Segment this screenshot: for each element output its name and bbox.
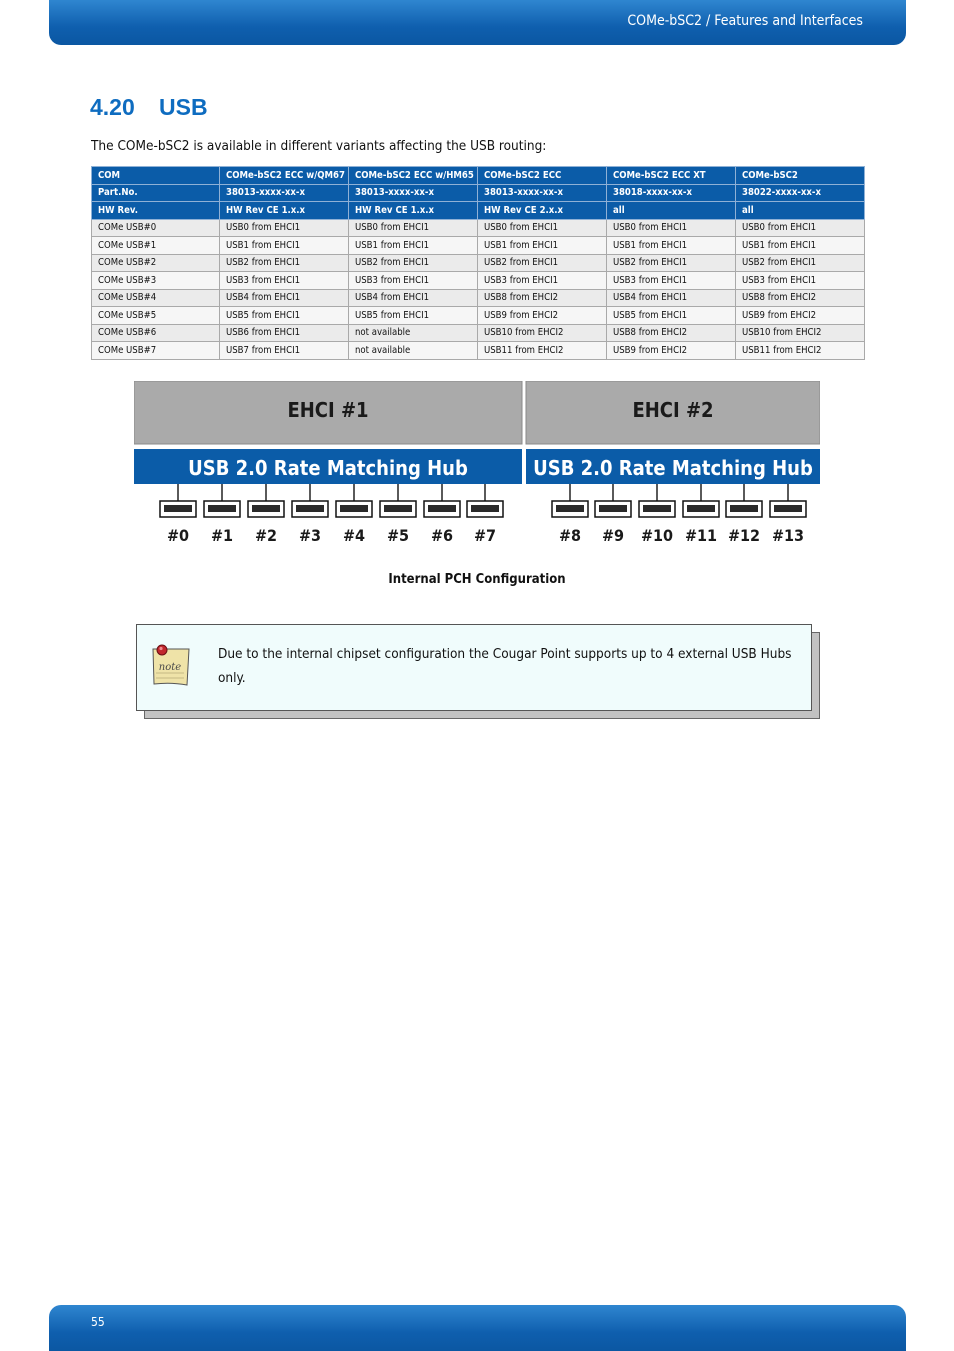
table-cell: 38022-xxxx-xx-x (736, 184, 865, 202)
table-cell: COMe USB#6 (92, 324, 220, 342)
table-cell: USB5 from EHCI1 (607, 307, 736, 325)
note-icon (149, 643, 193, 689)
table-row (92, 324, 865, 342)
port-label: #2 (254, 526, 278, 545)
usb-port-slot (687, 505, 715, 512)
port-label: #1 (210, 526, 234, 545)
table-cell: USB11 from EHCI2 (478, 342, 607, 360)
table-row (92, 219, 865, 237)
port-label: #9 (601, 526, 625, 545)
table-row (92, 307, 865, 325)
table-cell: COMe USB#0 (92, 219, 220, 237)
table-cell: USB2 from EHCI1 (478, 254, 607, 272)
usb-port-slot (252, 505, 280, 512)
table-cell: USB3 from EHCI1 (607, 272, 736, 290)
section-heading (90, 94, 208, 121)
table-cell: COMe USB#3 (92, 272, 220, 290)
section-title: USB (159, 94, 208, 120)
table-cell: not available (349, 324, 478, 342)
table-cell: USB1 from EHCI1 (220, 237, 349, 255)
table-cell: USB2 from EHCI1 (607, 254, 736, 272)
table-cell: USB6 from EHCI1 (220, 324, 349, 342)
figure-caption: Internal PCH Configuration (388, 572, 566, 587)
usb-port-slot (208, 505, 236, 512)
table-cell: HW Rev. (92, 202, 220, 220)
table-header-row (92, 184, 865, 202)
table-cell: all (736, 202, 865, 220)
header-title: COMe-bSC2 / Features and Interfaces (627, 13, 863, 29)
table-cell: USB0 from EHCI1 (220, 219, 349, 237)
usb-port-slot (384, 505, 412, 512)
table-cell: 38013-xxxx-xx-x (220, 184, 349, 202)
table-cell: USB5 from EHCI1 (220, 307, 349, 325)
table-cell: 38013-xxxx-xx-x (349, 184, 478, 202)
header-bar (49, 0, 906, 45)
port-label: #10 (640, 526, 674, 545)
table-cell: COMe USB#4 (92, 289, 220, 307)
usb-port-slot (643, 505, 671, 512)
ehci-label: EHCI #1 (287, 398, 369, 422)
table-header-row (92, 202, 865, 220)
usb-port-slot (730, 505, 758, 512)
table-cell: USB4 from EHCI1 (220, 289, 349, 307)
usb-port-slot (428, 505, 456, 512)
table-cell: USB2 from EHCI1 (736, 254, 865, 272)
table-cell: COMe-bSC2 ECC (478, 167, 607, 185)
port-label: #11 (684, 526, 718, 545)
table-cell: COMe-bSC2 ECC w/HM65 (349, 167, 478, 185)
table-row (92, 237, 865, 255)
table-cell: COMe-bSC2 ECC w/QM67 (220, 167, 349, 185)
table-row (92, 289, 865, 307)
table-cell: HW Rev CE 1.x.x (220, 202, 349, 220)
table-cell: USB0 from EHCI1 (607, 219, 736, 237)
port-label: #6 (430, 526, 454, 545)
table-cell: 38013-xxxx-xx-x (478, 184, 607, 202)
table-cell: HW Rev CE 2.x.x (478, 202, 607, 220)
hub-label: USB 2.0 Rate Matching Hub (188, 456, 468, 480)
table-cell: USB9 from EHCI2 (607, 342, 736, 360)
table-row (92, 254, 865, 272)
table-cell: USB1 from EHCI1 (349, 237, 478, 255)
table-cell: USB3 from EHCI1 (736, 272, 865, 290)
table-cell: USB4 from EHCI1 (349, 289, 478, 307)
usb-port-slot (774, 505, 802, 512)
table-cell: USB8 from EHCI2 (736, 289, 865, 307)
port-label: #8 (558, 526, 582, 545)
note-box (136, 624, 812, 711)
table-row (92, 272, 865, 290)
table-cell: COMe USB#1 (92, 237, 220, 255)
table-cell: USB4 from EHCI1 (607, 289, 736, 307)
port-label: #0 (166, 526, 190, 545)
table-cell: USB0 from EHCI1 (478, 219, 607, 237)
table-cell: USB8 from EHCI2 (607, 324, 736, 342)
table-cell: USB0 from EHCI1 (736, 219, 865, 237)
hub-label: USB 2.0 Rate Matching Hub (533, 456, 813, 480)
table-cell: COMe-bSC2 (736, 167, 865, 185)
table-cell: USB11 from EHCI2 (736, 342, 865, 360)
pch-usb-diagram (134, 381, 820, 546)
page-number: 55 (91, 1315, 105, 1329)
port-label: #12 (727, 526, 761, 545)
usb-port-slot (340, 505, 368, 512)
table-cell: USB3 from EHCI1 (220, 272, 349, 290)
table-cell: USB3 from EHCI1 (349, 272, 478, 290)
table-cell: 38018-xxxx-xx-x (607, 184, 736, 202)
footer-bar (49, 1305, 906, 1351)
table-cell: all (607, 202, 736, 220)
table-cell: COMe USB#2 (92, 254, 220, 272)
table-header-row (92, 167, 865, 185)
usb-port-slot (164, 505, 192, 512)
usb-port-slot (296, 505, 324, 512)
table-cell: COM (92, 167, 220, 185)
usb-port-slot (471, 505, 499, 512)
port-label: #5 (386, 526, 410, 545)
port-label: #3 (298, 526, 322, 545)
table-cell: COMe USB#7 (92, 342, 220, 360)
table-cell: USB10 from EHCI2 (736, 324, 865, 342)
table-cell: Part.No. (92, 184, 220, 202)
usb-routing-table (91, 166, 865, 360)
intro-paragraph: The COMe-bSC2 is available in different variants affecting the USB routing: (91, 138, 547, 154)
table-cell: USB1 from EHCI1 (478, 237, 607, 255)
note-icon-label: note (158, 662, 182, 673)
table-cell: USB9 from EHCI2 (478, 307, 607, 325)
table-cell: USB3 from EHCI1 (478, 272, 607, 290)
table-cell: USB5 from EHCI1 (349, 307, 478, 325)
table-cell: USB2 from EHCI1 (220, 254, 349, 272)
table-cell: USB0 from EHCI1 (349, 219, 478, 237)
note-text: Due to the internal chipset configuration the Cougar Point supports up to 4 external USB Hubs only. (218, 646, 792, 686)
table-cell: USB8 from EHCI2 (478, 289, 607, 307)
port-label: #4 (342, 526, 366, 545)
ehci-label: EHCI #2 (632, 398, 714, 422)
section-number: 4.20 (90, 94, 135, 120)
table-cell: USB9 from EHCI2 (736, 307, 865, 325)
port-label: #13 (771, 526, 805, 545)
table-cell: not available (349, 342, 478, 360)
table-cell: USB2 from EHCI1 (349, 254, 478, 272)
table-cell: USB1 from EHCI1 (736, 237, 865, 255)
port-label: #7 (473, 526, 497, 545)
usb-port-slot (599, 505, 627, 512)
table-cell: HW Rev CE 1.x.x (349, 202, 478, 220)
table-cell: COMe USB#5 (92, 307, 220, 325)
table-cell: USB1 from EHCI1 (607, 237, 736, 255)
table-cell: USB10 from EHCI2 (478, 324, 607, 342)
table-row (92, 342, 865, 360)
table-cell: COMe-bSC2 ECC XT (607, 167, 736, 185)
table-cell: USB7 from EHCI1 (220, 342, 349, 360)
usb-port-slot (556, 505, 584, 512)
